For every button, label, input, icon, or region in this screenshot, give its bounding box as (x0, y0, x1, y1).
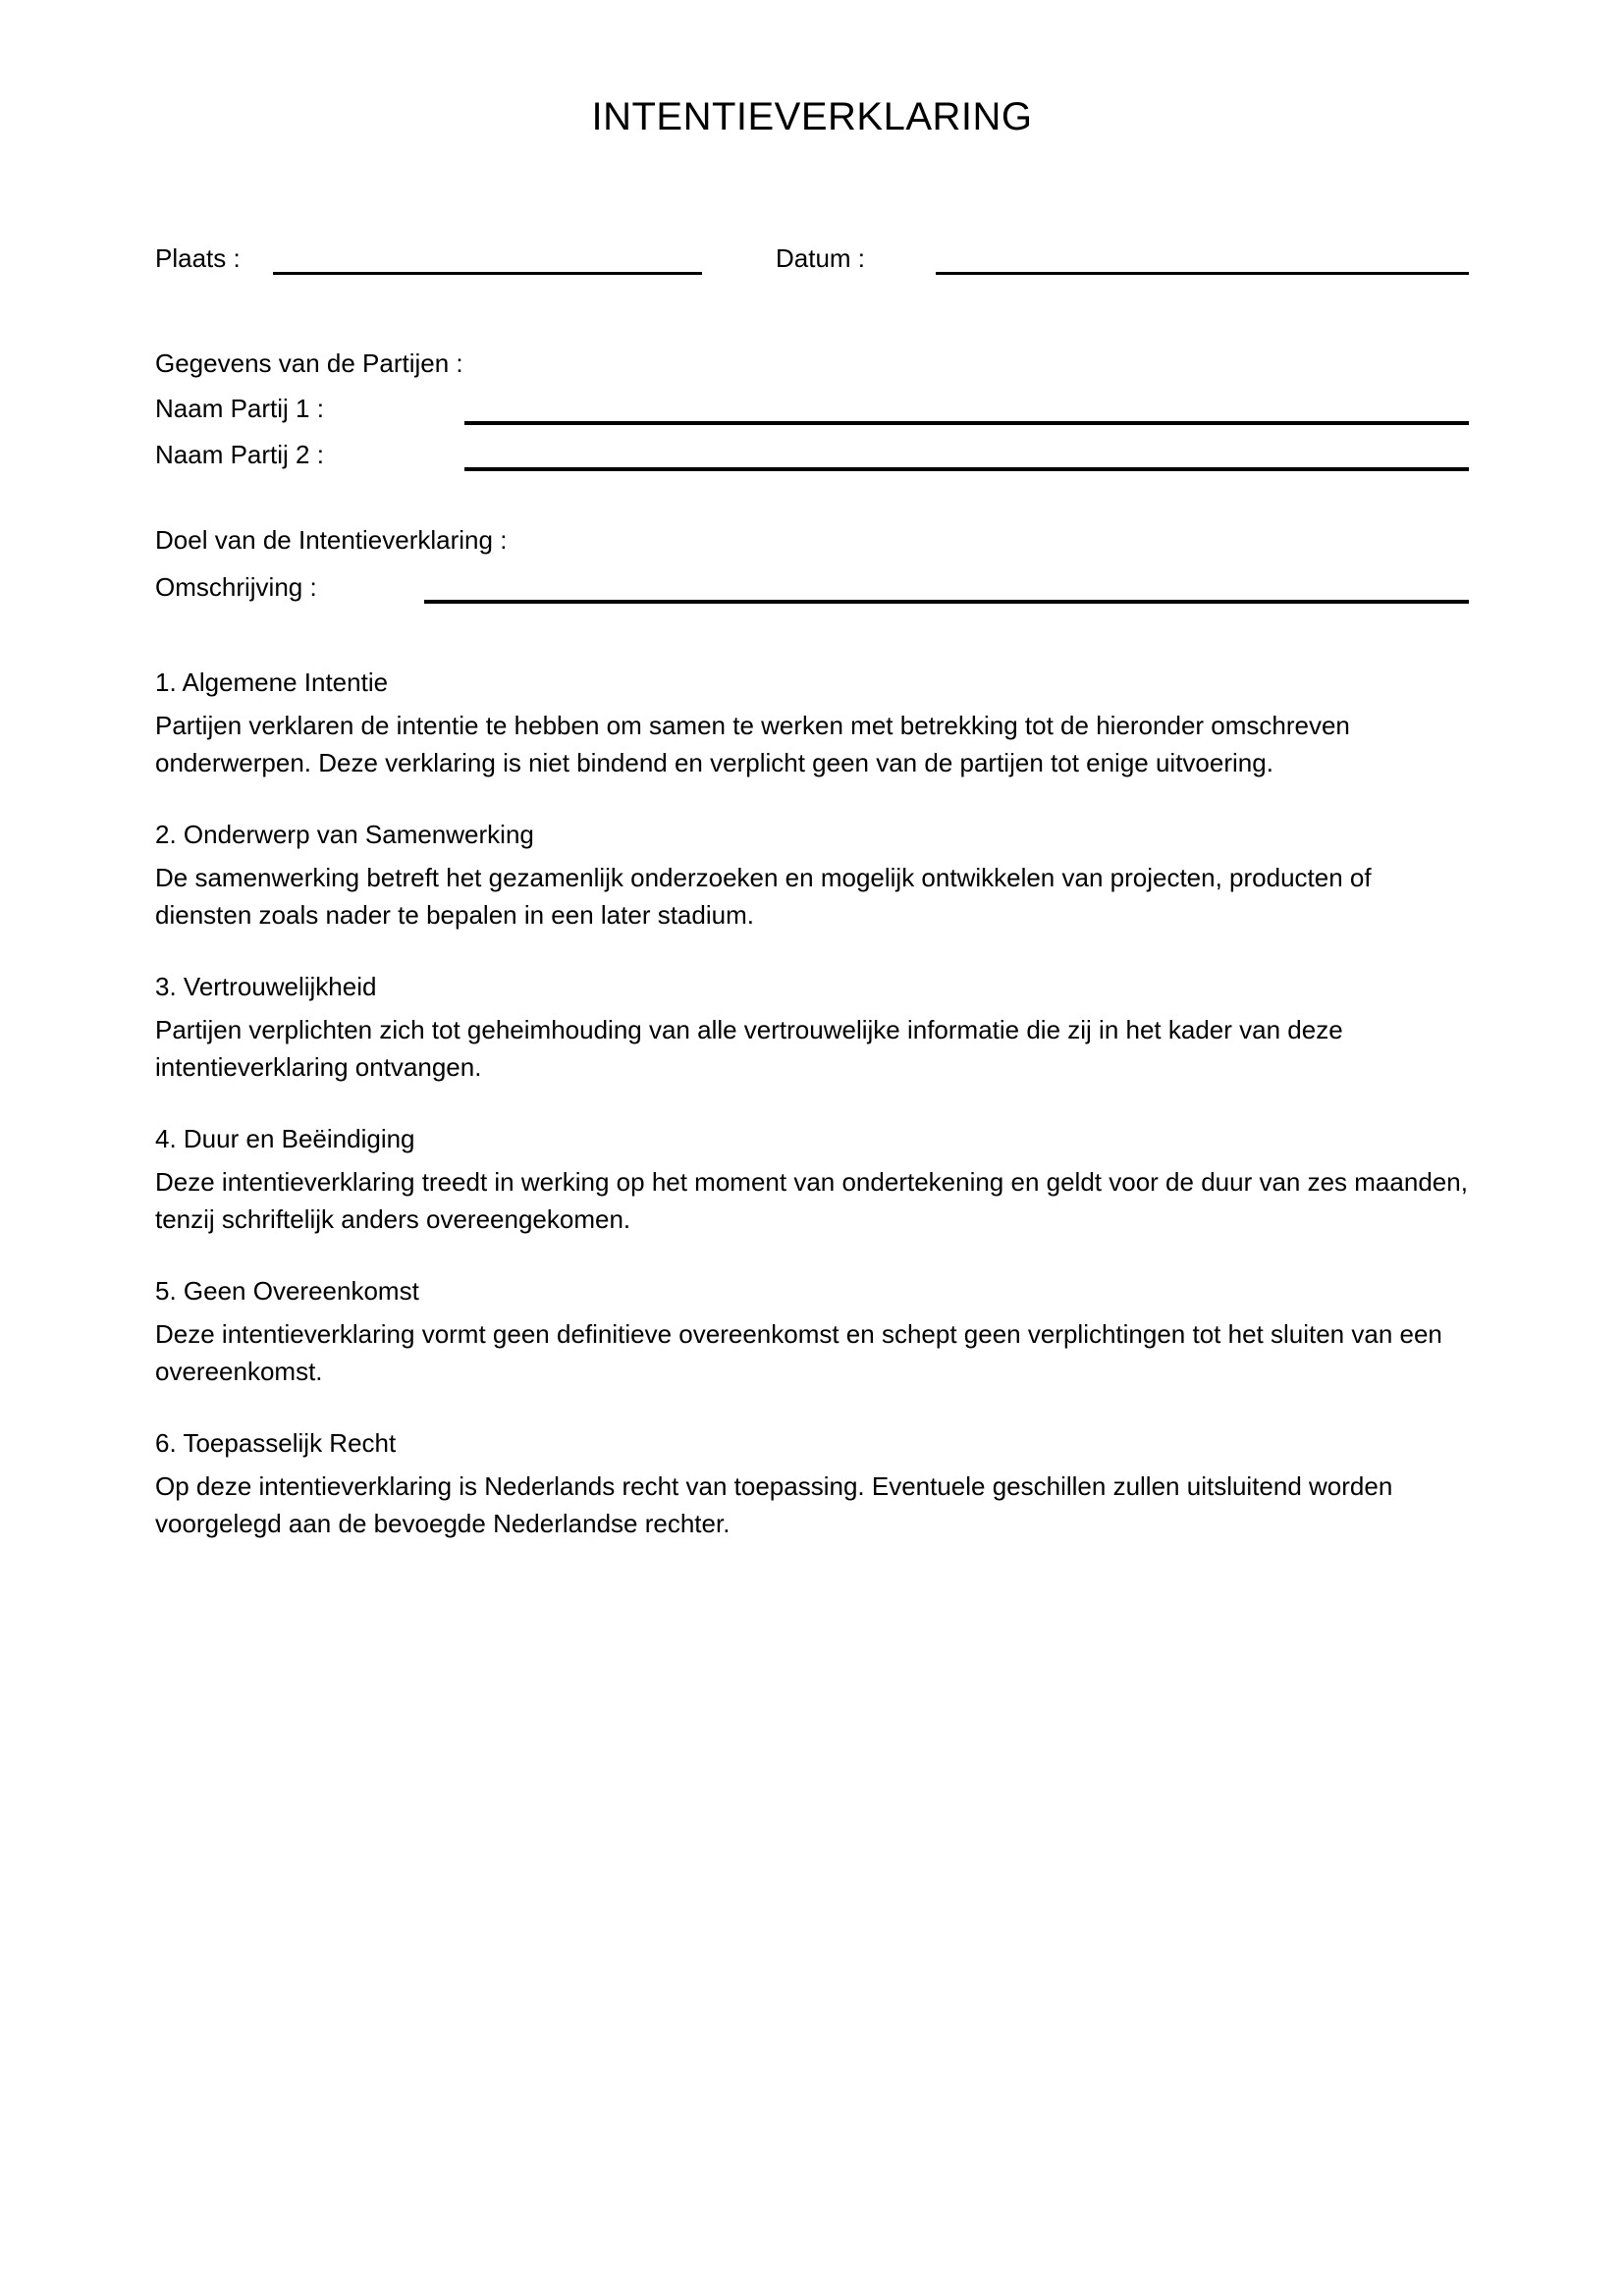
document-title: INTENTIEVERKLARING (591, 95, 1033, 138)
naam-partij-1-fill-line[interactable] (464, 421, 1469, 425)
spacer (702, 239, 776, 278)
naam-partij-2-row (155, 435, 1469, 474)
section-3 (155, 967, 1469, 1086)
parties-heading: Gegevens van de Partijen : (155, 348, 463, 378)
section-6-heading: 6. Toepasselijk Recht (155, 1428, 397, 1458)
section-5-heading: 5. Geen Overeenkomst (155, 1276, 419, 1306)
section-2-body: De samenwerking betreft het gezamenlijk onderzoeken en mogelijk ontwikkelen van projecten, producten of diensten zoals nader te bepalen in een later stadium. (155, 863, 1372, 930)
omschrijving-fill-line[interactable] (424, 600, 1469, 604)
naam-partij-2-label: Naam Partij 2 : (155, 440, 324, 469)
section-2 (155, 815, 1469, 934)
naam-partij-1-label: Naam Partij 1 : (155, 394, 324, 423)
omschrijving-label: Omschrijving : (155, 572, 317, 602)
naam-partij-2-fill-line[interactable] (464, 467, 1469, 471)
plaats-datum-row (155, 239, 1469, 278)
section-5 (155, 1271, 1469, 1390)
section-1 (155, 663, 1469, 781)
sections-container (155, 663, 1469, 1542)
section-3-body: Partijen verplichten zich tot geheimhouding van alle vertrouwelijke informatie die zij in het kader van deze intentieverklaring ontvangen. (155, 1015, 1343, 1082)
section-2-heading: 2. Onderwerp van Samenwerking (155, 820, 534, 849)
section-4-body: Deze intentieverklaring treedt in werking op het moment van ondertekening en geldt voor de duur van zes maanden, tenzij schriftelijk anders overeengekomen. (155, 1167, 1468, 1234)
section-5-body: Deze intentieverklaring vormt geen definitieve overeenkomst en schept geen verplichtingen tot het sluiten van een overeenkomst. (155, 1319, 1442, 1386)
section-1-body: Partijen verklaren de intentie te hebben om samen te werken met betrekking tot de hieronder omschreven onderwerpen. Deze verklaring is niet bindend en verplicht geen van de partijen tot enige uitvoering. (155, 711, 1350, 777)
datum-label: Datum : (776, 243, 866, 273)
datum-fill-line[interactable] (936, 272, 1469, 275)
section-1-heading: 1. Algemene Intentie (155, 667, 389, 697)
section-4 (155, 1119, 1469, 1238)
omschrijving-row (155, 567, 1469, 607)
plaats-fill-line[interactable] (273, 272, 702, 275)
section-4-heading: 4. Duur en Beëindiging (155, 1124, 415, 1153)
section-6 (155, 1423, 1469, 1542)
plaats-label: Plaats : (155, 243, 241, 273)
section-6-body: Op deze intentieverklaring is Nederlands recht van toepassing. Eventuele geschillen zullen uitsluitend worden voorgelegd aan de bevoegde Nederlandse rechter. (155, 1471, 1393, 1538)
doel-heading: Doel van de Intentieverklaring : (155, 525, 508, 555)
naam-partij-1-row (155, 389, 1469, 428)
section-3-heading: 3. Vertrouwelijkheid (155, 972, 377, 1001)
